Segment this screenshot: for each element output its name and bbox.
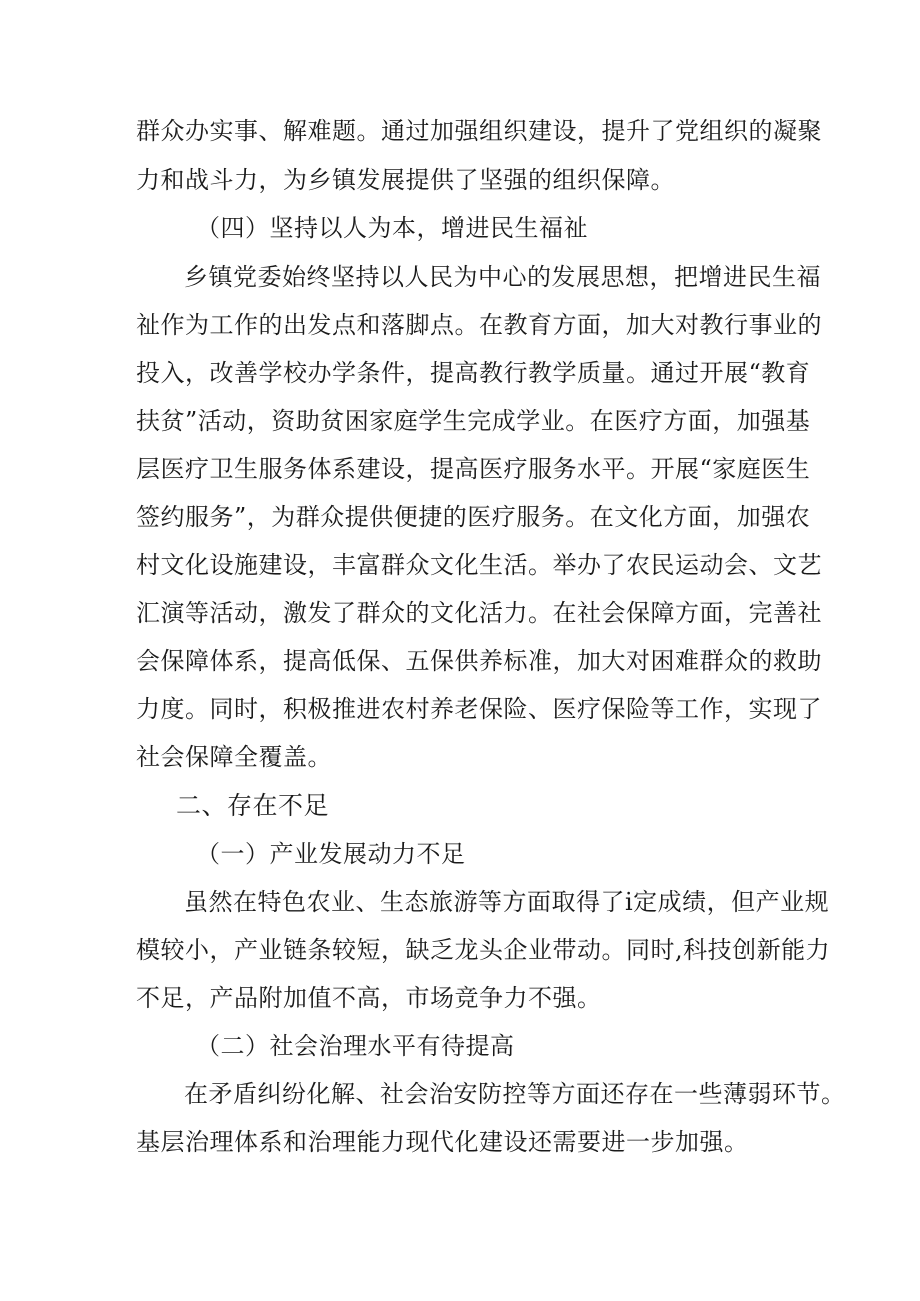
paragraph-3-line-2: 模较小，产业链条较短，缺乏龙头企业带动。同时,科技创新能力	[136, 936, 831, 964]
paragraph-2-line-3: 投入，改善学校办学条件，提高教行教学质量。通过开展“教育	[136, 359, 811, 387]
paragraph-2-line-6: 签约服务”，为群众提供便捷的医疗服务。在文化方面，加强农	[136, 503, 811, 531]
paragraph-2-line-11: 社会保障全覆盖。	[136, 743, 332, 771]
paragraph-1-line-2: 力和战斗力，为乡镇发展提供了坚强的组织保障。	[136, 166, 675, 194]
paragraph-3-line-3: 不足，产品附加值不高，市场竞争力不强。	[136, 984, 602, 1012]
paragraph-2-line-8: 汇演等活动，激发了群众的文化活力。在社会保障方面，完善社	[136, 599, 822, 627]
heading-yi: （一）产业发展动力不足	[196, 840, 466, 868]
paragraph-1-line-1: 群众办实事、解难题。通过加强组织建设，提升了党组织的凝聚	[136, 117, 822, 145]
paragraph-2-line-2: 祉作为工作的出发点和落脚点。在教育方面，加大对教行事业的	[136, 311, 822, 339]
paragraph-4-line-1: 在矛盾纠纷化解、社会治安防控等方面还存在一些薄弱环节。	[184, 1080, 846, 1108]
paragraph-2-line-10: 力度。同时，积极推进农村养老保险、医疗保险等工作，实现了	[136, 695, 822, 723]
heading-er: （二）社会治理水平有待提高	[196, 1032, 515, 1060]
paragraph-2-line-4: 扶贫”活动，资助贫困家庭学生完成学业。在医疗方面，加强基	[136, 407, 811, 435]
paragraph-2-line-5: 层医疗卫生服务体系建设，提高医疗服务水平。开展“家庭医生	[136, 455, 811, 483]
heading-section-two: 二、存在不足	[176, 791, 330, 820]
paragraph-2-line-1: 乡镇党委始终坚持以人民为中心的发展思想，把增进民生福	[184, 263, 821, 291]
paragraph-4-line-2: 基层治理体系和治理能力现代化建设还需要进一步加强。	[136, 1128, 749, 1156]
paragraph-3-line-1: 虽然在特色农业、生态旅游等方面取得了i定成绩，但产业规	[184, 888, 830, 916]
heading-si: （四）坚持以人为本，增进民生福祉	[196, 214, 588, 242]
paragraph-2-line-9: 会保障体系，提高低保、五保供养标准，加大对困难群众的救助	[136, 647, 822, 675]
paragraph-2-line-7: 村文化设施建设，丰富群众文化生活。举办了农民运动会、文艺	[136, 551, 822, 579]
